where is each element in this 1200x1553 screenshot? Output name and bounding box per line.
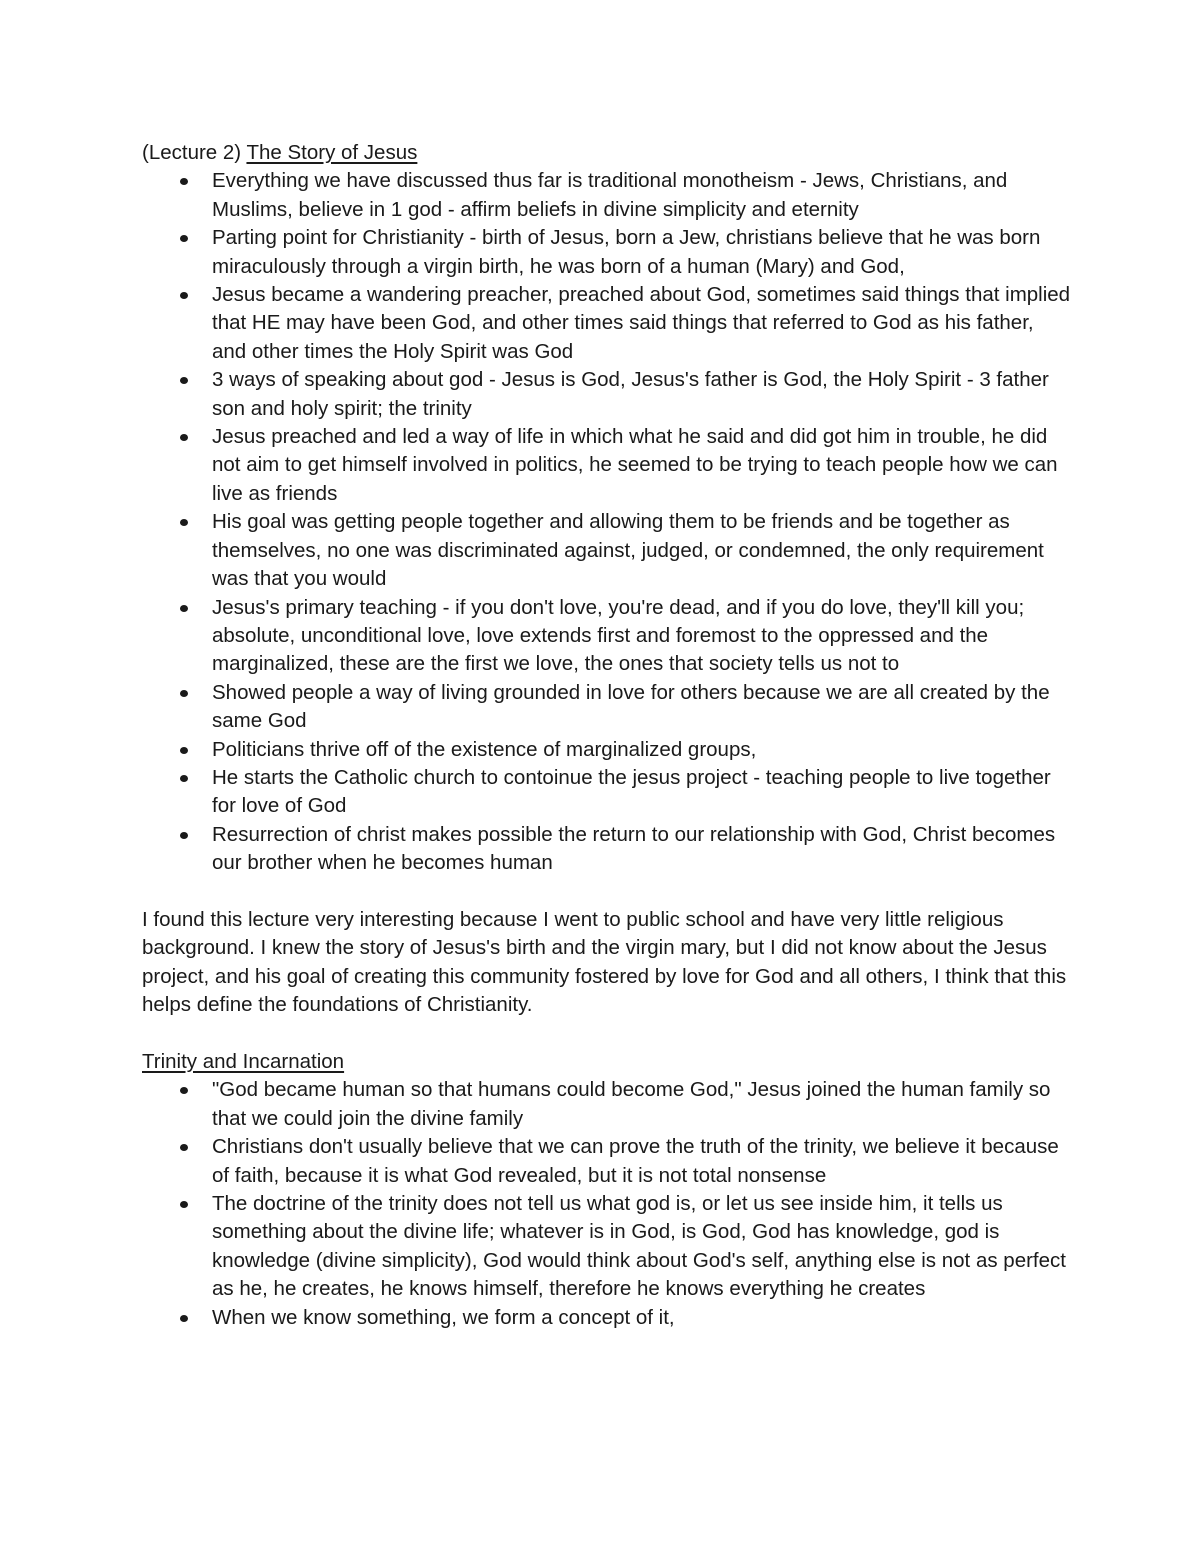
bullet-icon [180, 1144, 188, 1151]
paragraph-spacer [142, 878, 1072, 906]
list-item-text: 3 ways of speaking about god - Jesus is God, Jesus's father is God, the Holy Spirit - 3 father son and holy spirit; the trinity [212, 368, 1049, 420]
list-item-text: When we know something, we form a concept of it, [212, 1305, 675, 1329]
list-item [142, 281, 1072, 366]
section-title-story-of-jesus: The Story of Jesus [246, 141, 418, 164]
list-item-text: Resurrection of christ makes possible the return to our relationship with God, Christ becomes our brother when he becomes human [212, 822, 1056, 875]
reflection-paragraph: I found this lecture very interesting because I went to public school and have very little religious background. I knew the story of Jesus's birth and the virgin mary, but I did not know about the Jesus project, and his goal of creating this community fostered by love for God and all others, I think that this helps define the foundations of Christianity. [142, 907, 1067, 1017]
section-title-trinity-and-incarnation: Trinity and Incarnation [142, 1049, 345, 1073]
bullet-icon [180, 178, 188, 185]
list-item [142, 679, 1072, 736]
list-item [142, 821, 1072, 878]
bullet-icon [180, 235, 188, 242]
list-item [142, 224, 1072, 281]
list-item-text: He starts the Catholic church to contoinue the jesus project - teaching people to live together for love of God [212, 765, 1051, 818]
bullet-icon [180, 519, 188, 526]
list-item-text: The doctrine of the trinity does not tell us what god is, or let us see inside him, it tells us something about the divine life; whatever is in God, is God, God has knowledge, god is knowledge (divine simplicity), God would think about God's self, anything else is not as perfect as he, he creates, he knows himself, therefore he knows everything he creates [212, 1192, 1066, 1301]
list-item [142, 423, 1072, 508]
section-heading-trinity [142, 1048, 1072, 1076]
bullet-icon [180, 605, 188, 612]
list-item-text: Jesus became a wandering preacher, preached about God, sometimes said things that implied that HE may have been God, and other times said things that referred to God as his father, and other times the Holy Spirit was God [212, 283, 1071, 363]
list-item-text: Parting point for Christianity - birth of Jesus, born a Jew, christians believe that he was born miraculously through a virgin birth, he was born of a human (Mary) and God, [212, 226, 1041, 278]
list-item-text: His goal was getting people together and allowing them to be friends and be together as themselves, no one was discriminated against, judged, or condemned, the only requirement was that you would [212, 510, 1044, 591]
list-item-text: "God became human so that humans could become God," Jesus joined the human family so that we could join the divine family [212, 1078, 1051, 1130]
bullet-icon [180, 832, 188, 839]
list-item [142, 594, 1072, 679]
list-item [142, 1076, 1072, 1133]
bullet-icon [180, 747, 188, 754]
list-item [142, 1133, 1072, 1190]
list-item [142, 736, 1072, 764]
bullet-icon [180, 1201, 188, 1208]
bullet-icon [180, 292, 188, 299]
paragraph-spacer [142, 1020, 1072, 1048]
bullet-icon [180, 1087, 188, 1094]
list-item-text: Jesus preached and led a way of life in which what he said and did got him in trouble, he did not aim to get himself involved in politics, he seemed to be trying to teach people how we can live as friends [212, 425, 1058, 505]
bullet-icon [180, 775, 188, 782]
heading-prefix: (Lecture 2) [142, 141, 247, 164]
list-item [142, 1190, 1072, 1304]
list-item [142, 508, 1072, 593]
bullet-icon [180, 1315, 188, 1322]
list-item [142, 167, 1072, 224]
list-item-text: Jesus's primary teaching - if you don't love, you're dead, and if you do love, they'll kill you; absolute, unconditional love, love extends first and foremost to the oppressed and the marginalized, these are the first we love, the ones that society tells us not to [212, 595, 1025, 676]
list-item-text: Showed people a way of living grounded in love for others because we are all created by the same God [212, 680, 1050, 733]
bullet-icon [180, 434, 188, 441]
list-item-text: Christians don't usually believe that we can prove the truth of the trinity, we believe it because of faith, because it is what God revealed, but it is not total nonsense [212, 1135, 1059, 1187]
list-item-text: Politicians thrive off of the existence of marginalized groups, [212, 737, 757, 761]
bullet-list-story-of-jesus [142, 167, 1072, 877]
list-item [142, 366, 1072, 423]
list-item-text: Everything we have discussed thus far is traditional monotheism - Jews, Christians, and Muslims, believe in 1 god - affirm beliefs in divine simplicity and eternity [212, 169, 1008, 221]
bullet-icon [180, 377, 188, 384]
section-heading-lecture-2 [142, 139, 1072, 167]
list-item [142, 764, 1072, 821]
bullet-icon [180, 690, 188, 697]
list-item [142, 1304, 1072, 1332]
document-body [142, 139, 1072, 1332]
bullet-list-trinity [142, 1076, 1072, 1332]
